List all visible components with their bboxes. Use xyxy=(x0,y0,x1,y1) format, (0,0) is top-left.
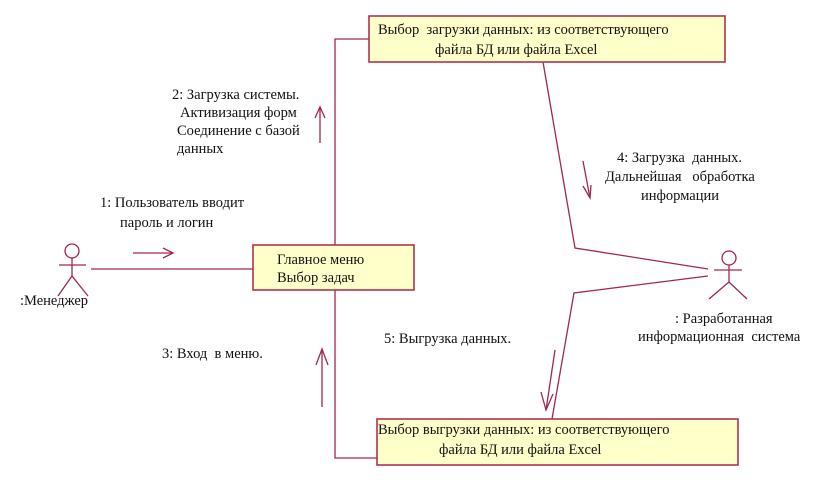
message-2-line-3: Соединение с базой xyxy=(177,123,300,139)
message-5-line-1: 5: Выгрузка данных. xyxy=(384,331,512,347)
message-arrow-3 xyxy=(316,349,328,407)
message-4-line-1: 4: Загрузка данных. xyxy=(617,150,743,166)
system-actor-icon xyxy=(709,251,747,299)
unload-choice-line-1: Выбор выгрузки данных: из соответствующего xyxy=(378,422,670,438)
message-arrow-1 xyxy=(133,248,173,258)
message-2-line-1: 2: Загрузка системы. xyxy=(172,87,300,103)
system-label-line-1: : Разработанная xyxy=(675,311,773,327)
message-arrow-5 xyxy=(541,350,555,410)
message-4-line-3: информации xyxy=(641,188,719,204)
message-1-line-2: пароль и логин xyxy=(120,215,214,231)
link-main-menu-unload xyxy=(335,290,377,458)
main-menu-line-2: Выбор задач xyxy=(277,270,355,286)
message-1-line-1: 1: Пользователь вводит xyxy=(100,195,245,211)
system-label-line-2: информационная система xyxy=(638,329,801,345)
main-menu-line-1: Главное меню xyxy=(277,252,365,268)
load-choice-line-1: Выбор загрузки данных: из соответствующего xyxy=(378,22,669,38)
manager-actor-icon xyxy=(58,244,88,296)
message-2-line-2: Активизация форм xyxy=(180,105,297,121)
message-3-line-1: 3: Вход в меню. xyxy=(162,346,263,362)
link-main-menu-load xyxy=(335,39,369,245)
message-2-line-4: данных xyxy=(177,141,224,157)
link-system-unload xyxy=(552,276,708,419)
message-arrow-4 xyxy=(583,161,591,198)
message-4-line-2: Дальнейшая обработка xyxy=(605,169,755,185)
manager-label: :Менеджер xyxy=(20,293,89,309)
unload-choice-line-2: файла БД или файла Excel xyxy=(439,442,602,458)
message-arrow-2 xyxy=(315,107,325,143)
load-choice-line-2: файла БД или файла Excel xyxy=(435,42,598,58)
